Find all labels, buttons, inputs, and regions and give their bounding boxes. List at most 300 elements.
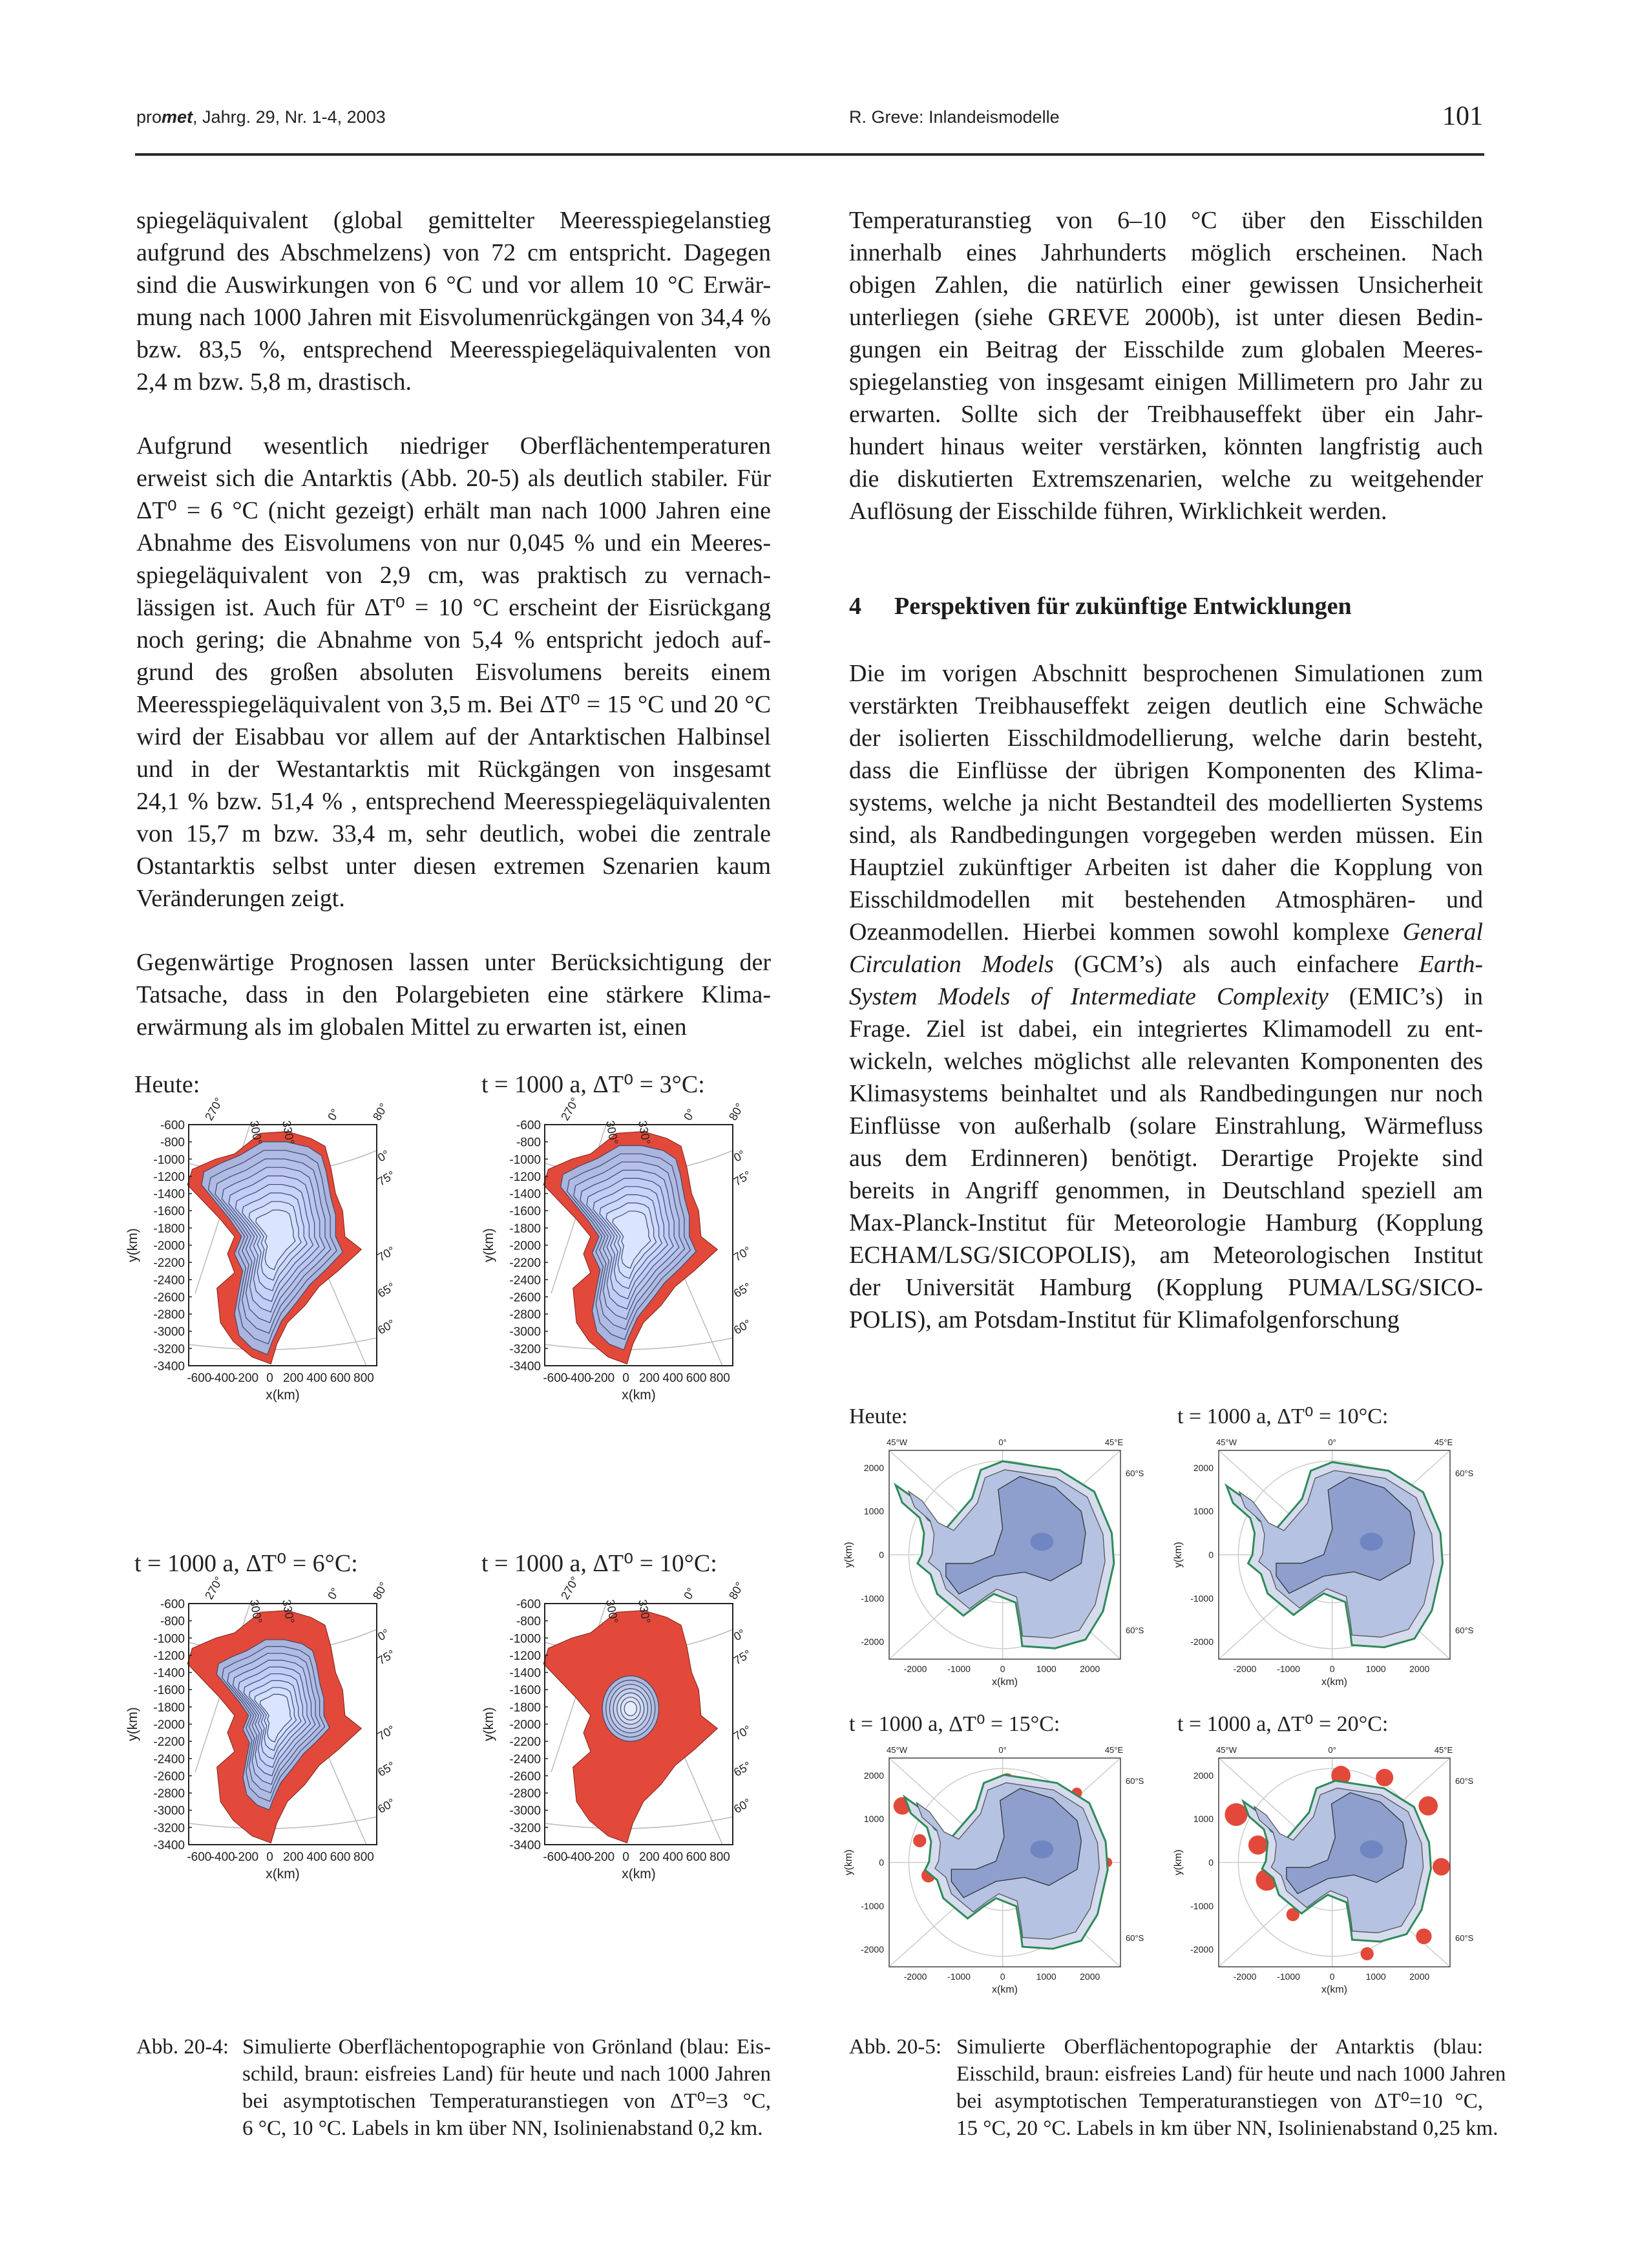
y-tick-label: -3400 [153,1839,185,1852]
x-tick-label: -200 [590,1850,615,1864]
y-tick-label: -1200 [153,1649,185,1663]
x-tick-label: 200 [639,1372,660,1385]
y-tick-label: -1000 [1190,1900,1214,1911]
y-tick-label: -600 [516,1598,541,1611]
text-line: bei asymptotischen Temperaturanstiegen von ΔT⁰=10 °C, [956,2090,1483,2113]
text-line: Hauptziel zukünftiger Arbeiten ist daher die Kopplung von [849,854,1483,881]
y-tick-label: 0 [879,1857,884,1868]
y-tick-label: -2200 [153,1256,185,1271]
y-tick-label: -1600 [509,1684,541,1698]
y-tick-label: 1000 [863,1814,884,1825]
x-axis-label: x(km) [266,1867,300,1881]
x-axis-label: x(km) [992,1677,1018,1688]
section-title: Perspektiven für zukünftige Entwicklungen [894,593,1352,620]
text-line: Simulierte Oberflächentopographie von Grönland (blau: Eis- [242,2035,771,2059]
latitude-label: 75° [731,1168,753,1189]
text-line: bei asymptotischen Temperaturanstiegen von ΔT⁰=3 °C, [242,2090,771,2113]
longitude-label: 45°E [1434,1745,1453,1755]
caption-label: Abb. 20-4: [136,2035,229,2059]
x-tick-label: 1000 [1036,1664,1057,1674]
caption-label: Abb. 20-5: [849,2035,941,2059]
y-tick-label: -3000 [153,1804,185,1818]
ice-free-land [1416,1929,1431,1944]
y-axis-label: y(km) [843,1542,854,1568]
y-tick-label: -2400 [509,1273,541,1288]
x-tick-label: -2000 [1233,1664,1257,1674]
y-tick-label: 2000 [863,1770,884,1781]
y-axis-label: y(km) [481,1707,496,1741]
text-line: hundert hinaus weiter verstärken, könnten langfristig auch [849,433,1483,460]
y-tick-label: -3200 [153,1342,185,1357]
longitude-label: 45°E [1104,1745,1124,1755]
text-line: Abnahme des Eisvolumens von nur 0,045 % und ein Meeres- [136,529,771,556]
y-tick-label: 1000 [863,1506,884,1517]
x-tick-label: 0 [622,1850,629,1864]
x-tick-label: 2000 [1080,1971,1100,1982]
longitude-label: 0° [325,1585,342,1602]
text-line: gungen ein Beitrag der Eisschilde zum globalen Meeres- [849,336,1483,363]
text-line: 2,4 m bzw. 5,8 m, drastisch. [136,368,412,396]
x-axis-label: x(km) [622,1867,656,1881]
y-tick-label: -1400 [153,1666,185,1680]
latitude-label: 75° [731,1647,753,1668]
x-tick-label: -2000 [1233,1971,1257,1982]
y-tick-label: -2800 [153,1308,185,1322]
y-tick-label: -600 [516,1119,541,1132]
text-line: von 15,7 m bzw. 33,4 m, sehr deutlich, wobei die zentrale [136,820,771,847]
y-tick-label: -3000 [509,1804,541,1818]
text-line: Ostantarktis selbst unter diesen extremen Szenarien kaum [136,853,771,880]
x-tick-label: -1000 [1277,1664,1300,1674]
text-line: der Universität Hamburg (Kopplung PUMA/LSG/SICO- [849,1274,1483,1301]
x-tick-label: 400 [662,1850,684,1864]
text-line: der isolierten Eisschildmodellierung, welche darin besteht, [849,725,1483,752]
journal-name-bold: met [162,107,193,127]
y-tick-label: -800 [160,1136,185,1150]
longitude-label: 330° [636,1119,653,1146]
text-line: erwärmung als im globalen Mittel zu erwarten ist, einen [136,1013,687,1041]
text-line: erweist sich die Antarktis (Abb. 20-5) als deutlich stabiler. Für [136,465,771,492]
text-line: bzw. 83,5 %, entsprechend Meeresspiegeläquivalenten von [136,336,771,363]
text-line: Auflösung der Eisschilde führen, Wirklichkeit werden. [849,498,1387,525]
y-tick-label: -1600 [153,1205,185,1219]
y-tick-label: -2600 [153,1770,185,1784]
text-line: ΔT⁰ = 6 °C (nicht gezeigt) erhält man nach 1000 Jahren eine [136,497,771,524]
latitude-label: 60° [375,1796,397,1816]
y-tick-label: 1000 [1193,1506,1214,1517]
latitude-label: 60°S [1455,1626,1474,1635]
italic-term: Earth- [1418,951,1484,978]
x-tick-label: -400 [210,1372,235,1385]
x-tick-label: 800 [710,1372,730,1385]
y-tick-label: -2600 [509,1770,541,1784]
antarctica-panel [1173,1404,1474,1688]
longitude-label: 300° [604,1598,621,1625]
x-axis-label: x(km) [622,1388,656,1403]
longitude-label: 0° [998,1437,1007,1447]
latitude-label: 0° [731,1147,748,1165]
y-tick-label: -1000 [509,1153,541,1167]
x-tick-label: 800 [710,1850,730,1864]
text-line: Meeresspiegeläquivalent von 3,5 m. Bei ΔT⁰ = 15 °C und 20 °C [136,691,771,718]
x-tick-label: 1000 [1036,1971,1057,1982]
latitude-label: 60° [731,1317,753,1337]
longitude-label: 300° [247,1598,265,1625]
x-tick-label: -400 [210,1850,235,1864]
x-tick-label: -1000 [1277,1971,1300,1982]
italic-term: General [1402,918,1483,946]
x-tick-label: -600 [187,1850,212,1864]
caption-text [242,2033,771,2142]
longitude-label: 45°W [887,1745,907,1755]
x-axis-label: x(km) [1321,1677,1347,1688]
longitude-label: 300° [604,1119,621,1146]
x-tick-label: 0 [266,1372,273,1385]
italic-term: Circulation Models [849,951,1054,978]
x-tick-label: -1000 [947,1971,971,1982]
latitude-label: 70° [731,1722,753,1743]
longitude-label: 45°W [1216,1745,1237,1755]
ice-free-land [1376,1769,1393,1786]
y-tick-label: -3000 [153,1325,185,1339]
longitude-label: 270° [202,1095,226,1123]
text-line: Simulierte Oberflächentopographie der Antarktis (blau: [956,2035,1483,2059]
y-tick-label: -1600 [509,1205,541,1219]
text-line: Max-Planck-Institut für Meteorologie Hamburg (Kopplung [849,1209,1483,1236]
panel-title: t = 1000 a, ΔT⁰ = 20°C: [1177,1712,1389,1736]
latitude-label: 60°S [1126,1468,1144,1478]
latitude-label: 60°S [1126,1626,1144,1635]
x-tick-label: 2000 [1409,1664,1430,1674]
text-line: Gegenwärtige Prognosen lassen unter Berücksichtigung der [136,949,771,976]
text-line: Frage. Ziel ist dabei, ein integriertes Klimamodell zu ent- [849,1015,1483,1043]
x-tick-label: -400 [566,1372,591,1385]
y-axis-label: y(km) [125,1228,140,1262]
y-tick-label: -2000 [861,1944,884,1955]
latitude-label: 75° [375,1168,397,1189]
x-tick-label: 400 [306,1850,328,1864]
x-tick-label: 0 [1000,1664,1005,1674]
y-tick-label: -1200 [509,1649,541,1663]
x-tick-label: 0 [1329,1971,1335,1982]
latitude-label: 60°S [1455,1468,1474,1478]
text-line: spiegeläquivalent (global gemittelter Meeresspiegelanstieg [136,207,771,234]
ice-free-land [1225,1803,1247,1826]
x-tick-label: 400 [306,1372,328,1385]
longitude-label: 330° [280,1598,297,1625]
text-span: Ozeanmodellen. Hierbei kommen sowohl komplexe [849,918,1403,946]
y-tick-label: -3000 [509,1325,541,1339]
text-line: die diskutierten Extremszenarien, welche zu weitgehender [849,465,1483,493]
text-line: wickeln, welches möglichst alle relevanten Komponenten des [849,1048,1483,1075]
longitude-label: 80° [370,1101,391,1123]
y-tick-label: -600 [160,1598,185,1611]
text-line: wird der Eisabbau vor allem auf der Antarktischen Halbinsel [136,723,771,750]
x-tick-label: 1000 [1365,1664,1386,1674]
latitude-label: 60°S [1126,1933,1144,1943]
latitude-label: 65° [731,1759,753,1779]
journal-name-pre: pro [136,107,162,127]
y-axis-label: y(km) [1173,1542,1184,1568]
latitude-label: 65° [375,1759,397,1779]
text-line: verstärkten Treibhauseffekt zeigen deutlich eine Schwäche [849,692,1483,719]
text-line: Die im vorigen Abschnitt besprochenen Simulationen zum [849,660,1483,687]
longitude-label: 45°E [1434,1437,1453,1447]
y-tick-label: -2200 [509,1735,541,1750]
y-tick-label: -1800 [509,1222,541,1236]
caption-text [956,2033,1506,2142]
x-tick-label: 600 [330,1850,351,1864]
text-line: sind, als Randbedingungen vorgegeben werden müssen. Ein [849,821,1483,849]
y-tick-label: -1400 [153,1187,185,1202]
y-tick-label: -2800 [509,1787,541,1801]
latitude-label: 60° [375,1317,397,1337]
x-tick-label: -200 [590,1372,615,1385]
y-tick-label: -1000 [153,1153,185,1167]
ice-free-land [913,1834,926,1847]
y-tick-label: -2000 [509,1718,541,1732]
y-tick-label: -2400 [509,1752,541,1766]
x-tick-label: -2000 [903,1971,927,1982]
x-tick-label: 0 [1329,1664,1335,1674]
text-line: aus dem Erdinneren) benötigt. Derartige Projekte sind [849,1145,1483,1172]
text-line: innerhalb eines Jahrhunderts möglich erscheinen. Nach [849,239,1483,266]
y-tick-label: -2000 [861,1637,884,1648]
y-tick-label: -2000 [153,1239,185,1253]
y-tick-label: -2200 [509,1256,541,1271]
antarctica-panel [843,1712,1144,1995]
dome [1360,1532,1383,1551]
y-tick-label: -800 [516,1136,541,1150]
y-tick-label: -1000 [861,1900,884,1911]
y-axis-label: y(km) [1173,1849,1184,1876]
longitude-label: 270° [558,1095,582,1123]
y-tick-label: -2000 [509,1239,541,1253]
section-number: 4 [849,593,861,620]
latitude-label: 0° [375,1147,392,1165]
y-tick-label: 2000 [1193,1770,1214,1781]
y-tick-label: -3200 [509,1821,541,1836]
text-line: schild, braun: eisfreies Land) für heute und nach 1000 Jahren [242,2062,771,2086]
longitude-label: 0° [325,1107,342,1123]
text-line: spiegelanstieg von insgesamt einigen Millimetern pro Jahr zu [849,368,1483,396]
longitude-label: 45°W [1216,1437,1237,1447]
text-line: grund des großen absoluten Eisvolumens bereits einem [136,659,771,686]
x-tick-label: 200 [283,1850,304,1864]
text-line: Temperaturanstieg von 6–10 °C über den Eisschilden [849,207,1483,234]
y-tick-label: -2200 [153,1735,185,1750]
y-tick-label: -1000 [861,1593,884,1604]
panel-title: t = 1000 a, ΔT⁰ = 6°C: [134,1550,358,1577]
text-line: noch gering; die Abnahme von 5,4 % entspricht jedoch auf- [136,626,771,653]
text-line: 15 °C, 20 °C. Labels in km über NN, Isolinienabstand 0,25 km. [956,2117,1498,2140]
x-tick-label: 1000 [1365,1971,1386,1982]
y-tick-label: -3400 [509,1839,541,1852]
longitude-label: 80° [726,1580,747,1602]
y-axis-label: y(km) [481,1228,496,1262]
text-line: systems, welche ja nicht Bestandteil des modellierten Systems [849,789,1483,816]
text-line: unterliegen (siehe GREVE 2000b), ist unter diesen Bedin- [849,304,1483,331]
dome [1030,1840,1053,1858]
latitude-label: 65° [375,1280,397,1300]
x-tick-label: 400 [662,1372,684,1385]
y-tick-label: -3400 [153,1360,185,1373]
latitude-label: 65° [731,1280,753,1300]
text-line: obigen Zahlen, die natürlich einer gewissen Unsicherheit [849,271,1483,299]
ice-free-land [1418,1796,1438,1816]
text-line: bereits in Angriff genommen, in Deutschland speziell am [849,1177,1483,1204]
y-tick-label: -2000 [1190,1944,1214,1955]
y-tick-label: -2000 [153,1718,185,1732]
page-number: 101 [1442,101,1483,131]
y-tick-label: -3200 [509,1342,541,1357]
longitude-label: 45°E [1104,1437,1124,1447]
x-tick-label: 200 [283,1372,304,1385]
y-tick-label: -800 [516,1615,541,1629]
longitude-label: 80° [726,1101,747,1123]
latitude-label: 60°S [1455,1933,1474,1943]
y-tick-label: -600 [160,1119,185,1132]
longitude-label: 0° [1328,1745,1336,1755]
y-tick-label: -1800 [153,1701,185,1715]
y-tick-label: -1000 [1190,1593,1214,1604]
y-tick-label: -1000 [509,1632,541,1646]
y-tick-label: 1000 [1193,1814,1214,1825]
y-tick-label: -800 [160,1615,185,1629]
text-line: dass die Einflüsse der übrigen Komponenten des Klima- [849,757,1483,784]
text-line: 24,1 % bzw. 51,4 % , entsprechend Meeresspiegeläquivalenten [136,788,771,815]
text-line: ECHAM/LSG/SICOPOLIS), am Meteorologischen Institut [849,1242,1483,1269]
y-tick-label: 0 [879,1549,884,1560]
x-axis-label: x(km) [1321,1984,1347,1995]
x-tick-label: -200 [234,1850,259,1864]
longitude-label: 300° [247,1119,265,1146]
x-axis-label: x(km) [266,1388,300,1403]
text-line: aufgrund des Abschmelzens) von 72 cm entspricht. Dagegen [136,239,771,266]
y-tick-label: -1800 [509,1701,541,1715]
y-tick-label: 2000 [863,1462,884,1473]
x-tick-label: 0 [622,1372,629,1385]
x-tick-label: -2000 [903,1664,927,1674]
y-tick-label: -3200 [153,1821,185,1836]
text-line: erwarten. Sollte sich der Treibhauseffekt über ein Jahr- [849,401,1483,428]
panel-title: t = 1000 a, ΔT⁰ = 15°C: [849,1712,1060,1736]
y-tick-label: -2000 [1190,1637,1214,1648]
text-line: lässigen ist. Auch für ΔT⁰ = 10 °C erscheint der Eisrückgang [136,594,771,621]
x-tick-label: -200 [234,1372,259,1385]
y-tick-label: -1400 [509,1187,541,1202]
text-line: und in der Westantarktis mit Rückgängen von insgesamt [136,756,771,783]
longitude-label: 0° [1328,1437,1336,1447]
y-tick-label: -2600 [509,1291,541,1305]
antarctica-panel [843,1404,1144,1688]
x-tick-label: -600 [543,1850,568,1864]
x-tick-label: 600 [330,1372,351,1385]
x-tick-label: -1000 [947,1664,971,1674]
latitude-label: 75° [375,1647,397,1668]
latitude-label: 70° [375,1244,397,1264]
latitude-label: 60°S [1455,1776,1474,1786]
y-tick-label: -1400 [509,1666,541,1680]
panel-title: t = 1000 a, ΔT⁰ = 10°C: [1177,1404,1389,1428]
longitude-label: 80° [370,1580,391,1602]
y-tick-label: -2400 [153,1752,185,1766]
text-line: sind die Auswirkungen von 6 °C und vor allem 10 °C Erwär- [136,271,771,299]
dome [1030,1532,1053,1551]
text-line: POLIS), am Potsdam-Institut für Klimafolgenforschung [849,1306,1400,1333]
longitude-label: 270° [558,1574,582,1602]
text-line: Einflüsse von außerhalb (solare Einstrahlung, Wärmefluss [849,1112,1483,1139]
y-axis-label: y(km) [125,1707,140,1741]
longitude-label: 45°W [887,1437,907,1447]
y-tick-label: 0 [1208,1857,1214,1868]
latitude-label: 60°S [1126,1776,1144,1786]
longitude-label: 270° [202,1574,226,1602]
text-line: mung nach 1000 Jahren mit Eisvolumenrückgängen von 34,4 % [136,304,771,331]
antarctica-panel [1173,1712,1474,1995]
longitude-label: 330° [280,1119,297,1146]
y-tick-label: -2800 [509,1308,541,1322]
y-tick-label: -2800 [153,1787,185,1801]
x-axis-label: x(km) [992,1984,1018,1995]
latitude-label: 0° [731,1626,748,1644]
dome [1360,1840,1383,1858]
panel-title: Heute: [134,1071,200,1098]
y-tick-label: -1600 [153,1684,185,1698]
x-tick-label: 2000 [1409,1971,1430,1982]
ice-free-land [1433,1858,1450,1876]
latitude-label: 60° [731,1796,753,1816]
y-tick-label: -1000 [153,1632,185,1646]
x-tick-label: 800 [353,1372,374,1385]
panel-title: t = 1000 a, ΔT⁰ = 10°C: [481,1550,717,1577]
longitude-label: 0° [681,1107,699,1123]
x-tick-label: -600 [187,1372,212,1385]
text-span: (EMIC’s) in [1328,983,1483,1010]
panel-title: t = 1000 a, ΔT⁰ = 3°C: [481,1071,705,1098]
y-tick-label: 2000 [1193,1462,1214,1473]
x-tick-label: 200 [639,1850,660,1864]
y-tick-label: -1200 [509,1170,541,1184]
y-tick-label: -1200 [153,1170,185,1184]
text-line: Veränderungen zeigt. [136,885,345,912]
running-title: R. Greve: Inlandeismodelle [849,107,1060,127]
longitude-label: 0° [681,1585,699,1602]
y-axis-label: y(km) [843,1849,854,1876]
latitude-label: 70° [375,1722,397,1743]
text-line: Eisschild, braun: eisfreies Land) für heute und nach 1000 Jahren [956,2062,1506,2086]
x-tick-label: 600 [686,1372,707,1385]
ice-free-land [1361,1947,1374,1960]
x-tick-label: 600 [686,1850,707,1864]
y-tick-label: 0 [1208,1549,1214,1560]
x-tick-label: -600 [543,1372,568,1385]
latitude-label: 0° [375,1626,392,1644]
panel-title: Heute: [849,1404,908,1428]
text-line: 6 °C, 10 °C. Labels in km über NN, Isolinienabstand 0,2 km. [242,2117,763,2140]
journal-issue: , Jahrg. 29, Nr. 1-4, 2003 [193,107,386,127]
y-tick-label: -1800 [153,1222,185,1236]
ice-free-land [1248,1836,1268,1855]
text-line: Klimasystems beinhaltet und als Randbedingungen nur noch [849,1080,1483,1107]
longitude-label: 0° [998,1745,1007,1755]
italic-term: System Models of Intermediate Complexity [849,983,1329,1010]
x-tick-label: 800 [353,1850,374,1864]
y-tick-label: -2600 [153,1291,185,1305]
x-tick-label: 2000 [1080,1664,1100,1674]
latitude-label: 70° [731,1244,753,1264]
text-line: Tatsache, dass in den Polargebieten eine stärkere Klima- [136,981,771,1008]
